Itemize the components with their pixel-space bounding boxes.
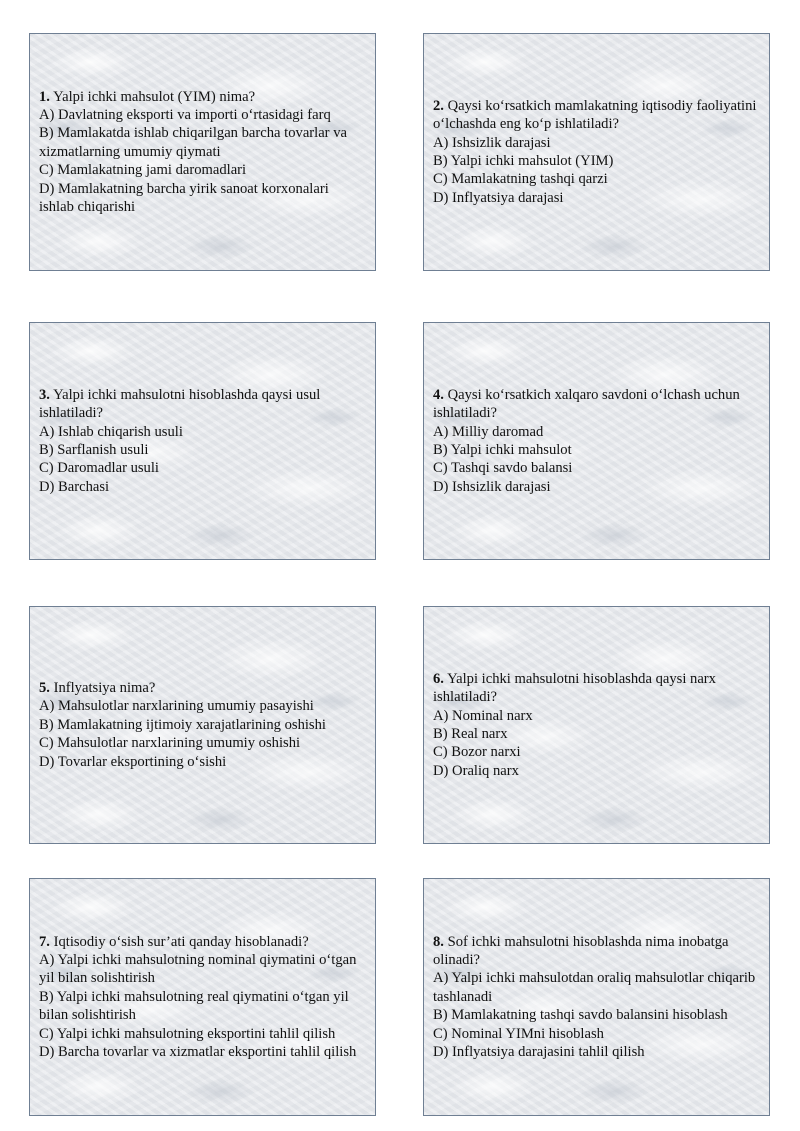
option-b: B) Mamlakatda ishlab chiqarilgan barcha tovarlar va xizmatlarning umumiy qiymati	[39, 125, 347, 160]
option-b: B) Sarflanish usuli	[39, 442, 149, 458]
question-card-7	[29, 878, 376, 1116]
option-b: B) Mamlakatning ijtimoiy xarajatlarining oshishi	[39, 716, 326, 733]
question-prompt: Sof ichki mahsulotni hisoblashda nima inobatga olinadi?	[433, 933, 729, 968]
question-number: 8.	[433, 933, 444, 950]
option-d: D) Inflyatsiya darajasini tahlil qilish	[433, 1044, 645, 1061]
option-d: D) Inflyatsiya darajasi	[433, 189, 564, 206]
question-number: 7.	[39, 933, 50, 950]
option-d: D) Tovarlar eksportining o‘sishi	[39, 753, 227, 770]
option-c: C) Tashqi savdo balansi	[433, 460, 573, 477]
question-card-5	[29, 606, 376, 844]
option-a: A) Davlatning eksporti va importi o‘rtasidagi farq	[39, 106, 331, 123]
question-number: 3.	[39, 386, 50, 403]
option-a: A) Yalpi ichki mahsulotdan oraliq mahsulotlar chiqarib tashlanadi	[433, 970, 756, 1005]
option-c: C) Daromadlar usuli	[39, 460, 159, 477]
question-text	[39, 679, 367, 697]
option-a: A) Nominal narx	[433, 707, 533, 724]
option-c: C) Mamlakatning jami daromadlari	[39, 162, 247, 179]
question-card-3	[29, 322, 376, 560]
question-card-body	[424, 933, 769, 1062]
question-card-8	[423, 878, 770, 1116]
question-text	[39, 386, 367, 423]
question-prompt: Qaysi ko‘rsatkich xalqaro savdoni o‘lchash uchun ishlatiladi?	[433, 386, 740, 422]
option-a: A) Ishlab chiqarish usuli	[39, 423, 183, 440]
question-card-4	[423, 322, 770, 560]
option-b: B) Yalpi ichki mahsulotning real qiymatini o‘tgan yil bilan solishtirish	[39, 988, 349, 1024]
option-c: C) Mamlakatning tashqi qarzi	[433, 171, 608, 188]
question-number: 4.	[433, 386, 444, 403]
question-prompt: Qaysi ko‘rsatkich mamlakatning iqtisodiy faoliyatini o‘lchashda eng ko‘p ishlatiladi?	[433, 97, 757, 133]
question-prompt: Yalpi ichki mahsulotni hisoblashda qaysi usul ishlatiladi?	[39, 386, 321, 422]
option-b: B) Yalpi ichki mahsulot	[433, 442, 572, 458]
option-c: C) Mahsulotlar narxlarining umumiy oshishi	[39, 735, 301, 752]
question-text	[39, 933, 367, 951]
question-card-2	[423, 33, 770, 271]
question-card-body	[30, 88, 375, 217]
question-prompt: Iqtisodiy o‘sish sur’ati qanday hisoblanadi?	[53, 933, 309, 950]
question-number: 1.	[39, 88, 50, 105]
question-card-body	[30, 386, 375, 496]
option-a: A) Milliy daromad	[433, 423, 544, 440]
question-number: 2.	[433, 97, 444, 114]
question-number: 5.	[39, 679, 50, 696]
question-text	[39, 88, 367, 106]
question-card-body	[424, 97, 769, 207]
option-d: D) Mamlakatning barcha yirik sanoat korxonalari ishlab chiqarishi	[39, 180, 329, 216]
question-card-6	[423, 606, 770, 844]
option-d: D) Oraliq narx	[433, 762, 519, 779]
question-text	[433, 97, 761, 134]
question-prompt: Yalpi ichki mahsulotni hisoblashda qaysi narx ishlatiladi?	[433, 670, 716, 706]
question-card-1	[29, 33, 376, 271]
question-text	[433, 386, 761, 423]
option-c: C) Nominal YIMni hisoblash	[433, 1025, 604, 1042]
question-card-body	[30, 933, 375, 1062]
question-text	[433, 670, 761, 707]
option-c: C) Bozor narxi	[433, 744, 521, 761]
question-card-body	[424, 386, 769, 496]
option-a: A) Yalpi ichki mahsulotning nominal qiymatini o‘tgan yil bilan solishtirish	[39, 951, 357, 987]
question-prompt: Inflyatsiya nima?	[53, 679, 156, 696]
option-d: D) Barchasi	[39, 478, 110, 495]
option-a: A) Ishsizlik darajasi	[433, 134, 551, 151]
question-card-body	[424, 670, 769, 780]
option-d: D) Barcha tovarlar va xizmatlar eksportini tahlil qilish	[39, 1044, 357, 1061]
option-b: B) Mamlakatning tashqi savdo balansini hisoblash	[433, 1007, 728, 1024]
question-number: 6.	[433, 670, 444, 687]
option-a: A) Mahsulotlar narxlarining umumiy pasayishi	[39, 698, 314, 715]
question-card-body	[30, 679, 375, 771]
option-d: D) Ishsizlik darajasi	[433, 478, 551, 495]
option-b: B) Yalpi ichki mahsulot (YIM)	[433, 153, 614, 169]
option-c: C) Yalpi ichki mahsulotning eksportini tahlil qilish	[39, 1025, 336, 1042]
option-b: B) Real narx	[433, 726, 508, 742]
question-prompt: Yalpi ichki mahsulot (YIM) nima?	[53, 88, 256, 105]
question-text	[433, 933, 761, 970]
